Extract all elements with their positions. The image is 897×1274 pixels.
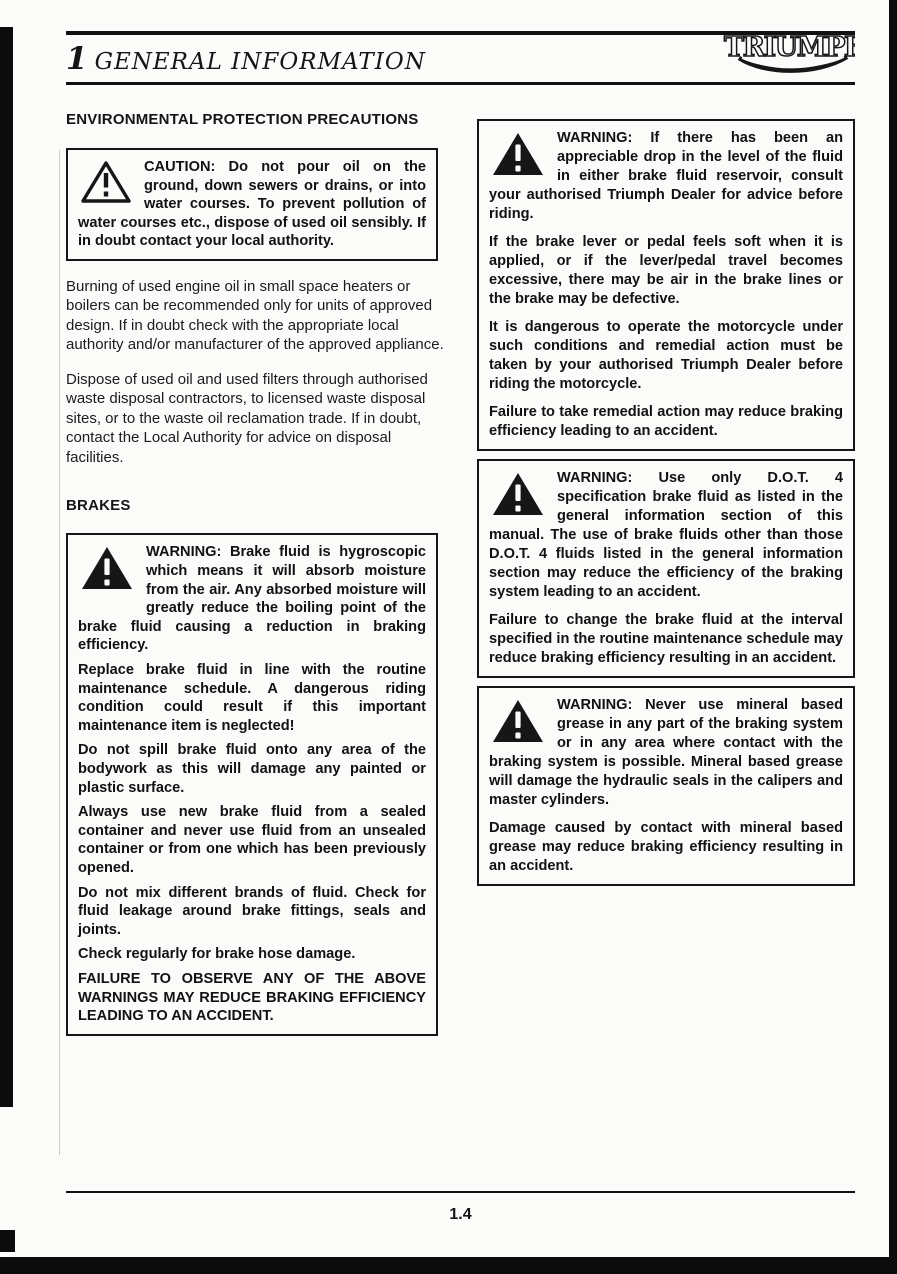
page-number: 1.4 [449,1206,472,1223]
warning-paragraph: FAILURE TO OBSERVE ANY OF THE ABOVE WARNINGS MAY REDUCE BRAKING EFFICIENCY LEADING TO AN ACCIDENT. [78,970,426,1025]
triumph-logo-icon [723,29,855,73]
scan-crease [59,150,60,1155]
warning-paragraph: Replace brake fluid in line with the routine maintenance schedule. A dangerous riding condition could result if this important maintenance item is neglected! [78,662,426,734]
warning-paragraph: Do not spill brake fluid onto any area of the bodywork as this will damage any painted or plastic surface. [78,742,426,796]
warning-paragraph: If the brake lever or pedal feels soft when it is applied, or if the lever/pedal travel becomes excessive, there may be air in the brake lines or the brake may be defective. [489,234,843,307]
warning-box-fluid-level [477,119,855,451]
chapter-heading [66,41,426,79]
warning-triangle-icon [80,545,134,597]
section-heading-environmental: ENVIRONMENTAL PROTECTION PRECAUTIONS [66,111,419,128]
scan-edge-bottom [0,1257,897,1274]
body-paragraph: Dispose of used oil and used filters through authorised waste disposal contractors, to licensed waste disposal sites, or to the waste oil reclamation trade. If in doubt, contact the Local Authority for advice on disposal facilities. [66,370,428,466]
svg-text:TRIUMPH: TRIUMPH [724,32,855,63]
scan-edge-right [889,0,897,1274]
warning-box-mineral-grease [477,686,855,886]
warning-paragraph: Check regularly for brake hose damage. [78,946,356,963]
header-bottom-rule [66,82,855,85]
caution-box [66,148,438,261]
triumph-logo [723,29,855,79]
warning-paragraph: It is dangerous to operate the motorcycle under such conditions and remedial action must be taken by your authorised Triumph Dealer before riding the motorcycle. [489,319,843,392]
warning-paragraph: WARNING: Brake fluid is hygroscopic which means it will absorb moisture from the air. Any absorbed moisture will greatly reduce the boiling point of the brake fluid causing a reduction in braking efficiency. [78,544,426,654]
page-content [66,0,855,1036]
body-paragraph: Burning of used engine oil in small space heaters or boilers can be recommended only for units of approved design. If in doubt check with the appropriate local authority and/or manufacturer of the approved appliance. [66,277,444,354]
caution-triangle-icon [80,160,132,210]
warning-paragraph: Damage caused by contact with mineral based grease may reduce braking efficiency resulting in an accident. [489,820,843,874]
warning-triangle-icon [491,698,545,750]
warning-paragraph: Always use new brake fluid from a sealed container and never use fluid from an unsealed container or from one which has been previously opened. [78,804,426,876]
warning-box-dot4 [477,459,855,678]
warning-paragraph: Do not mix different brands of fluid. Check for fluid leakage around brake fittings, seals and joints. [78,884,426,938]
warning-paragraph: Failure to change the brake fluid at the interval specified in the routine maintenance schedule may reduce braking efficiency resulting in an accident. [489,612,843,666]
scan-edge-left [0,27,13,1107]
section-heading-brakes: BRAKES [66,497,131,515]
left-column [66,111,444,1036]
warning-paragraph: WARNING: If there has been an appreciable drop in the level of the fluid in either brake fluid reservoir, consult your authorised Triumph Dealer for advice before riding. [489,130,843,222]
chapter-number: 1 [66,41,88,77]
right-column [477,111,855,1036]
warning-paragraph: Failure to take remedial action may reduce braking efficiency leading to an accident. [489,404,843,439]
warning-triangle-icon [491,131,545,183]
scan-edge-corner [0,1230,15,1252]
warning-triangle-icon [491,471,545,523]
warning-paragraph: WARNING: Never use mineral based grease in any part of the braking system or in any area where contact with the braking system is possible. Mineral based grease will damage the hydraulic seals in the calipers and master cylinders. [489,697,843,808]
page-header [66,32,855,79]
two-column-body [66,111,855,1036]
brake-warning-box [66,533,438,1035]
caution-text: CAUTION: Do not pour oil on the ground, down sewers or drains, or into water courses. To prevent pollution of water courses etc., dispose of used oil sensibly. If in doubt contact your local authority. [78,159,426,250]
footer-rule [66,1191,855,1193]
chapter-title: GENERAL INFORMATION [94,49,426,75]
warning-paragraph: WARNING: Use only D.O.T. 4 specification brake fluid as listed in the general information section of this manual. The use of brake fluids other than those D.O.T. 4 fluids listed in the general information section may reduce the efficiency of the braking system leading to an accident. [489,470,843,600]
